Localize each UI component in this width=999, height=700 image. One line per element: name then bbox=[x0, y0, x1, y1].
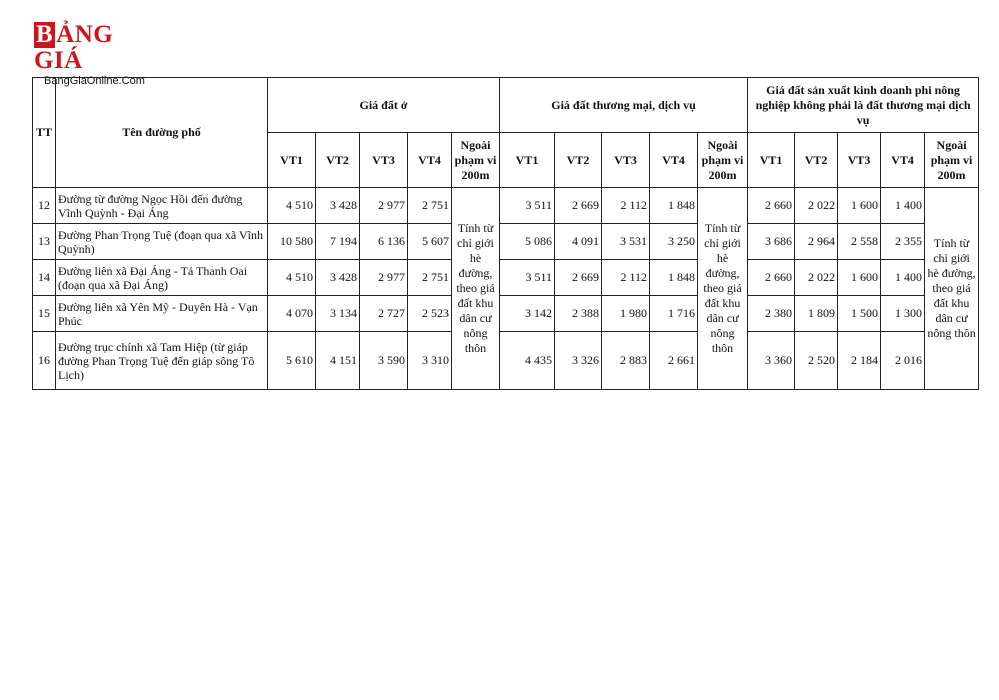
logo-rest: ẢNG GIÁ bbox=[34, 21, 114, 74]
header-res-vt1: VT1 bbox=[268, 133, 316, 188]
cell-com-vt3: 3 531 bbox=[602, 224, 650, 260]
cell-res-vt2: 3 428 bbox=[316, 188, 360, 224]
cell-com-vt1: 3 511 bbox=[500, 188, 555, 224]
cell-bus-vt4: 1 300 bbox=[881, 296, 925, 332]
cell-com-vt2: 2 669 bbox=[555, 188, 602, 224]
row-street-name: Đường liên xã Đại Áng - Tả Thanh Oai (đoạn qua xã Đại Áng) bbox=[56, 260, 268, 296]
row-street-name: Đường trục chính xã Tam Hiệp (từ giáp đường Phan Trọng Tuệ đến giáp sông Tô Lịch) bbox=[56, 332, 268, 390]
cell-bus-vt1: 2 380 bbox=[748, 296, 795, 332]
cell-res-vt1: 10 580 bbox=[268, 224, 316, 260]
header-res-vt3: VT3 bbox=[360, 133, 408, 188]
cell-res-vt4: 2 523 bbox=[408, 296, 452, 332]
cell-res-vt4: 3 310 bbox=[408, 332, 452, 390]
cell-res-vt4: 2 751 bbox=[408, 188, 452, 224]
row-tt: 15 bbox=[33, 296, 56, 332]
header-com-vt2: VT2 bbox=[555, 133, 602, 188]
header-bus-vt4: VT4 bbox=[881, 133, 925, 188]
header-res-outside: Ngoài phạm vi 200m bbox=[452, 133, 500, 188]
cell-res-vt3: 3 590 bbox=[360, 332, 408, 390]
cell-res-vt1: 4 070 bbox=[268, 296, 316, 332]
header-bus-outside: Ngoài phạm vi 200m bbox=[925, 133, 979, 188]
cell-com-vt1: 3 511 bbox=[500, 260, 555, 296]
cell-res-vt3: 2 977 bbox=[360, 260, 408, 296]
cell-com-vt3: 2 112 bbox=[602, 188, 650, 224]
cell-res-vt1: 4 510 bbox=[268, 188, 316, 224]
cell-bus-vt4: 2 355 bbox=[881, 224, 925, 260]
cell-res-vt4: 2 751 bbox=[408, 260, 452, 296]
cell-bus-vt2: 2 520 bbox=[795, 332, 838, 390]
logo-wordmark bbox=[34, 22, 168, 74]
cell-bus-vt3: 2 558 bbox=[838, 224, 881, 260]
cell-bus-vt2: 2 964 bbox=[795, 224, 838, 260]
row-tt: 12 bbox=[33, 188, 56, 224]
cell-bus-vt3: 1 600 bbox=[838, 188, 881, 224]
cell-res-vt2: 7 194 bbox=[316, 224, 360, 260]
cell-res-vt4: 5 607 bbox=[408, 224, 452, 260]
cell-com-vt3: 1 980 bbox=[602, 296, 650, 332]
cell-com-vt2: 2 669 bbox=[555, 260, 602, 296]
logo-site-name: BangGiaOnline.Com bbox=[44, 75, 145, 87]
row-tt: 16 bbox=[33, 332, 56, 390]
cell-com-vt2: 2 388 bbox=[555, 296, 602, 332]
cell-res-vt2: 3 428 bbox=[316, 260, 360, 296]
cell-res-vt3: 6 136 bbox=[360, 224, 408, 260]
header-com-vt4: VT4 bbox=[650, 133, 698, 188]
cell-res-vt3: 2 977 bbox=[360, 188, 408, 224]
cell-com-vt3: 2 883 bbox=[602, 332, 650, 390]
cell-bus-vt3: 1 600 bbox=[838, 260, 881, 296]
note-res-outside: Tính từ chỉ giới hè đường, theo giá đất khu dân cư nông thôn bbox=[452, 188, 500, 390]
cell-com-vt3: 2 112 bbox=[602, 260, 650, 296]
cell-com-vt4: 3 250 bbox=[650, 224, 698, 260]
header-tt: TT bbox=[33, 78, 56, 188]
cell-com-vt4: 1 848 bbox=[650, 188, 698, 224]
cell-bus-vt4: 1 400 bbox=[881, 188, 925, 224]
cell-bus-vt1: 3 360 bbox=[748, 332, 795, 390]
header-group-residential: Giá đất ở bbox=[268, 78, 500, 133]
cell-com-vt4: 1 716 bbox=[650, 296, 698, 332]
row-tt: 13 bbox=[33, 224, 56, 260]
cell-res-vt2: 3 134 bbox=[316, 296, 360, 332]
row-street-name: Đường từ đường Ngọc Hồi đến đường Vĩnh Quỳnh - Đại Áng bbox=[56, 188, 268, 224]
cell-bus-vt4: 2 016 bbox=[881, 332, 925, 390]
note-com-outside: Tính từ chỉ giới hè đường, theo giá đất khu dân cư nông thôn bbox=[698, 188, 748, 390]
cell-bus-vt3: 1 500 bbox=[838, 296, 881, 332]
header-group-business: Giá đất sản xuất kinh doanh phi nông nghiệp không phải là đất thương mại dịch vụ bbox=[748, 78, 979, 133]
header-com-vt3: VT3 bbox=[602, 133, 650, 188]
cell-res-vt2: 4 151 bbox=[316, 332, 360, 390]
header-row-groups bbox=[33, 78, 979, 133]
cell-bus-vt2: 2 022 bbox=[795, 260, 838, 296]
land-price-table bbox=[32, 77, 979, 390]
cell-bus-vt2: 2 022 bbox=[795, 188, 838, 224]
cell-res-vt3: 2 727 bbox=[360, 296, 408, 332]
cell-com-vt2: 3 326 bbox=[555, 332, 602, 390]
logo-first-letter: B bbox=[36, 21, 54, 48]
header-com-outside: Ngoài phạm vi 200m bbox=[698, 133, 748, 188]
row-tt: 14 bbox=[33, 260, 56, 296]
table-row bbox=[33, 188, 979, 224]
cell-com-vt1: 4 435 bbox=[500, 332, 555, 390]
table-row bbox=[33, 332, 979, 390]
header-bus-vt3: VT3 bbox=[838, 133, 881, 188]
cell-bus-vt2: 1 809 bbox=[795, 296, 838, 332]
cell-bus-vt4: 1 400 bbox=[881, 260, 925, 296]
cell-com-vt2: 4 091 bbox=[555, 224, 602, 260]
cell-com-vt4: 1 848 bbox=[650, 260, 698, 296]
cell-bus-vt1: 2 660 bbox=[748, 188, 795, 224]
header-res-vt2: VT2 bbox=[316, 133, 360, 188]
cell-com-vt1: 3 142 bbox=[500, 296, 555, 332]
cell-res-vt1: 4 510 bbox=[268, 260, 316, 296]
cell-res-vt1: 5 610 bbox=[268, 332, 316, 390]
table-row bbox=[33, 260, 979, 296]
header-bus-vt2: VT2 bbox=[795, 133, 838, 188]
cell-bus-vt3: 2 184 bbox=[838, 332, 881, 390]
header-res-vt4: VT4 bbox=[408, 133, 452, 188]
table-row bbox=[33, 296, 979, 332]
header-bus-vt1: VT1 bbox=[748, 133, 795, 188]
table-row bbox=[33, 224, 979, 260]
row-street-name: Đường Phan Trọng Tuệ (đoạn qua xã Vĩnh Quỳnh) bbox=[56, 224, 268, 260]
cell-com-vt1: 5 086 bbox=[500, 224, 555, 260]
row-street-name: Đường liên xã Yên Mỹ - Duyên Hà - Vạn Phúc bbox=[56, 296, 268, 332]
header-street: Tên đường phố bbox=[56, 78, 268, 188]
cell-bus-vt1: 2 660 bbox=[748, 260, 795, 296]
header-com-vt1: VT1 bbox=[500, 133, 555, 188]
cell-bus-vt1: 3 686 bbox=[748, 224, 795, 260]
header-group-commercial: Giá đất thương mại, dịch vụ bbox=[500, 78, 748, 133]
note-bus-outside: Tính từ chỉ giới hè đường, theo giá đất khu dân cư nông thôn bbox=[925, 188, 979, 390]
cell-com-vt4: 2 661 bbox=[650, 332, 698, 390]
